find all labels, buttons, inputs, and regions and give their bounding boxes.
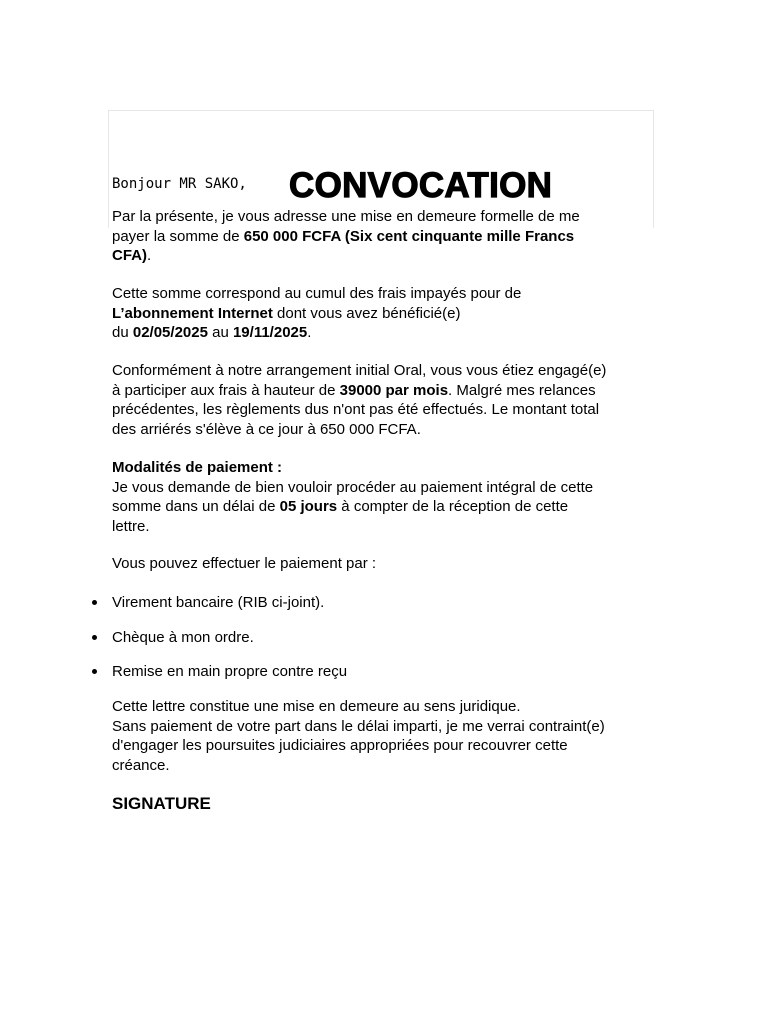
service-name: L’abonnement Internet — [112, 304, 273, 322]
monthly-amount: 39000 par mois — [339, 381, 449, 399]
greeting: Bonjour MR SAKO, — [112, 176, 247, 192]
text-line: lettre. — [112, 517, 150, 535]
text-line: Vous pouvez effectuer le paiement par : — [112, 555, 377, 572]
text-line: créance. — [112, 756, 170, 774]
text-line: Par la présente, je vous adresse une mise en demeure formelle de me — [112, 208, 580, 225]
text-line: à compter de la réception de cette — [337, 498, 569, 515]
deadline: 05 jours — [279, 498, 338, 515]
text-line: . — [307, 324, 312, 341]
document-title: CONVOCATION — [289, 166, 553, 205]
text-line: Conformément à notre arrangement initial Oral, vous vous étiez engagé(e) — [112, 362, 607, 379]
text-line: du — [112, 324, 133, 341]
text-line: somme dans un délai de — [112, 498, 280, 515]
date-start: 02/05/2025 — [132, 324, 208, 341]
text-line: dont vous avez bénéficié(e) — [272, 304, 461, 322]
paragraph-amount — [112, 207, 622, 266]
text-line: Cette somme correspond au cumul des frais impayés pour de — [112, 285, 522, 302]
text-line: à participer aux frais à hauteur de — [112, 381, 340, 399]
text-line: au — [207, 324, 233, 341]
list-item — [112, 628, 254, 648]
text-line: . Malgré mes relances — [448, 381, 596, 399]
text-line: des arriérés s'élève à ce jour à 650 000 FCFA. — [112, 420, 421, 438]
text-line: précédentes, les règlements dus n'ont pas été effectués. Le montant total — [112, 401, 600, 418]
text-line: Cette lettre constitue une mise en demeure au sens juridique. — [112, 698, 521, 715]
amount-bold-cont: CFA) — [112, 247, 147, 264]
text-line: . — [147, 247, 152, 264]
list-item — [112, 593, 324, 613]
paragraph-payment-terms — [112, 458, 622, 536]
text-line: Sans paiement de votre part dans le délai imparti, je me verrai contraint(e) — [112, 717, 605, 735]
payment-terms-heading: Modalités de paiement : — [112, 459, 283, 476]
text-line: d'engager les poursuites judiciaires appropriées pour recouvrer cette — [112, 737, 568, 754]
paragraph-legal-notice — [112, 697, 622, 775]
list-item — [112, 662, 347, 682]
text-line: Je vous demande de bien vouloir procéder au paiement intégral de cette — [112, 478, 594, 496]
bullet-icon — [92, 635, 97, 640]
date-end: 19/11/2025 — [232, 324, 308, 341]
amount-bold: 650 000 FCFA (Six cent cinquante mille Francs — [243, 227, 575, 245]
bullet-icon — [92, 669, 97, 674]
bullet-icon — [92, 600, 97, 605]
paragraph-arrangement — [112, 361, 622, 439]
paragraph-subscription — [112, 284, 622, 343]
payment-method: Remise en main propre contre reçu — [112, 663, 348, 680]
payment-method: Chèque à mon ordre. — [112, 629, 254, 646]
paragraph-payment-intro — [112, 554, 622, 574]
signature: SIGNATURE — [112, 794, 211, 813]
text-line: payer la somme de — [112, 227, 244, 245]
payment-method: Virement bancaire (RIB ci-joint). — [112, 594, 325, 611]
